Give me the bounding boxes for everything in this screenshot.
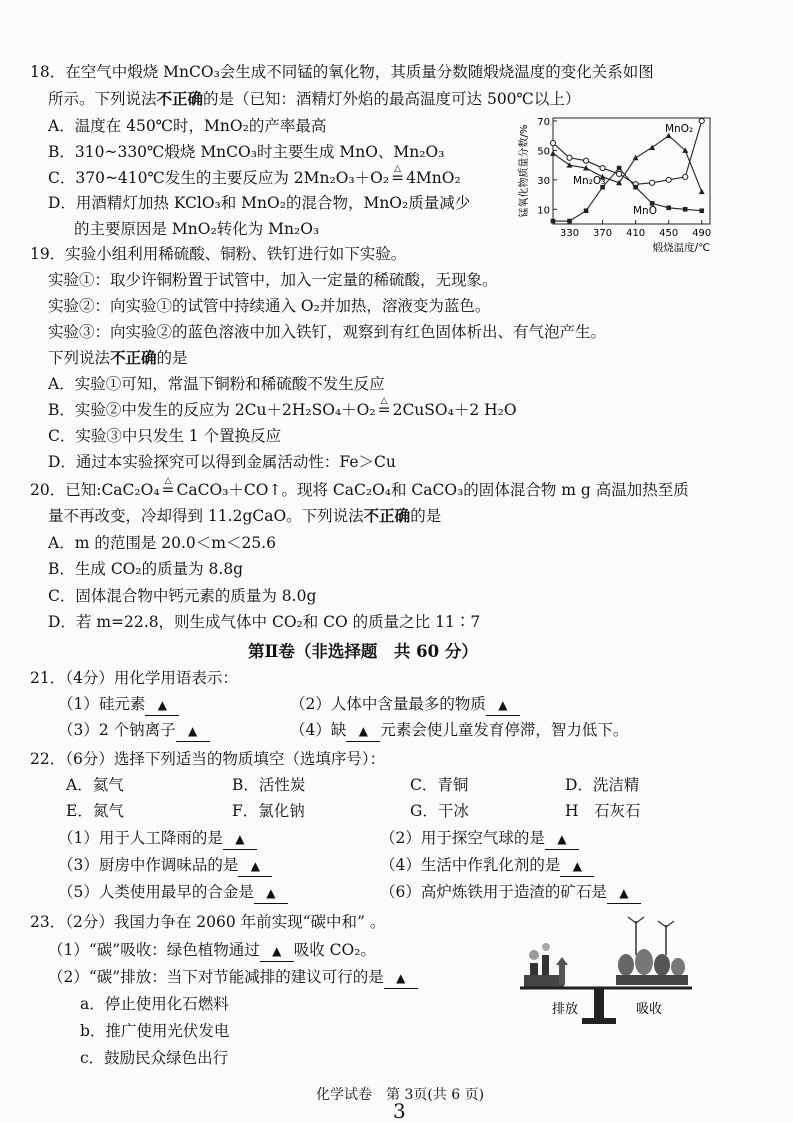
answer-blank[interactable]: ▲ [346,721,380,742]
data-point [666,177,671,182]
q19-ask: 下列说法不正确的是 [48,348,188,367]
y-tick-label: 50 [537,146,550,158]
answer-blank[interactable]: ▲ [176,721,210,742]
data-point [683,174,688,179]
q18-stem-line2: 所示。下列说法不正确的是（已知：酒精灯外焰的最高温度可达 500℃以上） [48,89,581,108]
q19-option-b: B．实验②中发生的反应为 2Cu＋2H₂SO₄＋O₂△ = 2CuSO₄＋2 H₂O [48,400,517,420]
data-point [699,118,704,123]
q19-option-c: C．实验③中只发生 1 个置换反应 [48,427,282,445]
q22-option: C．青铜 [410,776,469,794]
data-point [650,180,655,185]
x-axis-label: 煅烧温度/℃ [652,242,710,254]
q19-stem: 19．实验小组利用稀硫酸、铜粉、铁钉进行如下实验。 [30,245,407,263]
page-footer: 化学试卷 第 3页(共 6 页) [316,1087,485,1103]
q22-option: F．氯化钠 [232,802,305,820]
q22-part-6: （6）高炉炼铁用于造渣的矿石是 ▲ [380,882,641,904]
answer-blank[interactable]: ▲ [223,829,257,850]
q20-option-c: C．固体混合物中钙元素的质量为 8.0g [48,587,317,605]
q23-option-c: c．鼓励民众绿色出行 [80,1049,229,1067]
y-tick-label: 70 [537,116,550,128]
absorb-label: 吸收 [636,1002,663,1017]
q22-option: B．活性炭 [232,776,306,794]
q19-option-d: D．通过本实验探究可以得到金属活动性：Fe＞Cu [48,453,396,471]
answer-blank[interactable]: ▲ [607,883,641,904]
answer-blank[interactable]: ▲ [238,856,272,877]
q22-option: H 石灰石 [565,802,641,820]
q23-option-b: b．推广使用光伏发电 [80,1022,230,1040]
q20-option-d: D．若 m=22.8，则生成气体中 CO₂和 CO 的质量之比 11∶7 [48,613,481,631]
q22-part-5: （5）人类使用最早的合金是 ▲ [58,882,288,904]
heat-sign [389,168,406,188]
heat-sign [160,480,177,500]
q23-part-1: （1）“碳”吸收：绿色植物通过 ▲ 吸收 CO₂。 [48,940,376,962]
data-point [633,155,639,161]
factory-icon [524,943,568,987]
q23-stem: 23．（2分）我国力争在 2060 年前实现“碳中和” 。 [30,913,386,931]
data-point [550,140,555,145]
q22-option: G．干冰 [410,802,469,820]
q22-option: A．氦气 [66,776,124,794]
q22-part-4: （4）生活中作乳化剂的是 ▲ [380,855,594,877]
q18-option-d-line1: D．用酒精灯加热 KClO₃和 MnO₂的混合物，MnO₂质量减少 [48,194,471,212]
data-point [567,162,573,168]
data-point [649,144,655,150]
data-point [550,150,556,156]
q22-option: D．洗洁精 [565,776,640,794]
section-title: 第Ⅱ卷（非选择题 共 60 分） [248,642,478,661]
q21-part-3: （3）2 个钠离子 ▲ [58,720,210,742]
data-point [617,171,622,176]
x-tick-label: 410 [626,228,646,239]
q20-stem-line1: 20．已知:CaC₂O₄△ = CaCO₃＋CO↑。现将 CaC₂O₄和 CaCO₃的固体混合物 m g 高温加热至质 [30,480,689,500]
trees-icon [616,949,688,985]
q19-experiment-1: 实验①：取少许铜粉置于试管中，加入一定量的稀硫酸，无现象。 [48,271,498,289]
series-label: Mn₂O₃ [573,175,606,187]
mn-oxide-chart [515,112,715,262]
x-tick-label: 330 [559,228,580,239]
data-point [567,155,572,160]
series-label: MnO₂ [665,123,694,135]
answer-blank[interactable]: ▲ [545,829,579,850]
q21-stem: 21．（4分）用化学用语表示： [30,669,238,687]
data-point [699,208,704,213]
q22-part-2: （2）用于探空气球的是 ▲ [380,828,579,850]
q22-stem: 22．（6分）选择下列适当的物质填空（选填序号）： [30,750,386,768]
data-point [567,219,572,224]
q22-option: E．氮气 [66,802,124,820]
q23-part-2: （2）“碳”排放：当下对节能减排的建议可行的是 ▲ [48,967,418,989]
q23-option-a: a．停止使用化石燃料 [80,995,229,1013]
q18-option-c: C．370~410℃发生的主要反应为 2Mn₂O₃＋O₂△ = 4MnO₂ [48,168,461,188]
y-tick-label: 30 [537,175,550,187]
q22-part-3: （3）厨房中作调味品的是 ▲ [58,855,272,877]
data-point [584,208,589,213]
heat-sign [376,400,393,420]
x-tick-label: 450 [659,228,679,239]
q21-part-1: （1）硅元素 ▲ [58,694,179,716]
page-number: 3 [393,1099,406,1123]
data-point [633,185,638,190]
y-tick-label: 10 [537,205,550,217]
x-tick-label: 490 [692,228,712,239]
answer-blank[interactable]: ▲ [560,856,594,877]
series-label: MnO [633,205,657,217]
q22-part-1: （1）用于人工降雨的是 ▲ [58,828,257,850]
q19-option-a: A．实验①可知，常温下铜粉和稀硫酸不发生反应 [48,375,385,393]
q20-stem-line2: 量不再改变，冷却得到 11.2gCaO。下列说法不正确的是 [48,506,442,525]
data-point [551,219,556,224]
carbon-balance-illustration [516,915,696,1030]
answer-blank[interactable]: ▲ [384,968,418,989]
q18-option-a: A．温度在 450℃时，MnO₂的产率最高 [48,117,327,135]
q21-part-4: （4）缺 ▲ 元素会使儿童发育停滞，智力低下。 [290,720,628,742]
data-point [600,165,605,170]
emit-label: 排放 [552,1002,579,1017]
balance-scale-icon [520,988,692,1024]
q18-option-d-line2: 的主要原因是 MnO₂转化为 Mn₂O₃ [74,220,320,238]
y-axis-label: 锰氧化物质量分数/% [519,124,530,218]
answer-blank[interactable]: ▲ [260,941,294,962]
q19-experiment-2: 实验②：向实验①的试管中持续通入 O₂并加热，溶液变为蓝色。 [48,297,491,315]
q19-experiment-3: 实验③：向实验②的蓝色溶液中加入铁钉，观察到有红色固体析出、有气泡产生。 [48,323,607,341]
data-point [666,206,671,211]
data-point [699,189,705,195]
q20-option-b: B．生成 CO₂的质量为 8.8g [48,560,244,578]
q18-option-b: B．310~330℃煅烧 MnCO₃时主要生成 MnO、Mn₂O₃ [48,143,445,161]
data-point [583,158,588,163]
answer-blank[interactable]: ▲ [254,883,288,904]
q21-part-2: （2）人体中含量最多的物质 ▲ [290,694,520,716]
answer-blank[interactable]: ▲ [145,695,179,716]
x-tick-label: 370 [593,228,613,239]
answer-blank[interactable]: ▲ [486,695,520,716]
q18-stem-line1: 18．在空气中煅烧 MnCO₃会生成不同锰的氧化物，其质量分数随煅烧温度的变化关系如图 [30,63,654,81]
data-point [617,166,622,171]
data-point [683,207,688,212]
q20-option-a: A．m 的范围是 20.0＜m＜25.6 [48,534,276,552]
wind-turbine-icon [628,917,674,955]
